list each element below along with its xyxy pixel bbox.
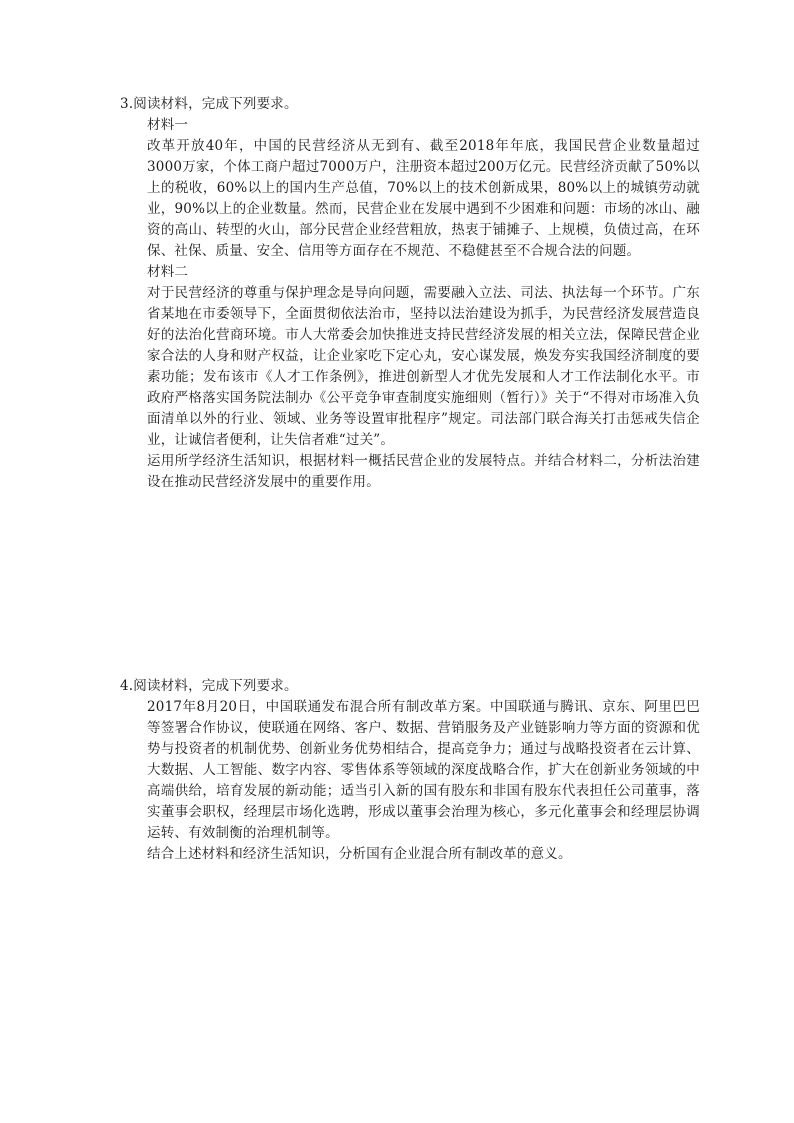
question-3 [120,94,700,493]
question-4 [120,676,700,865]
question-4-requirement: 结合上述材料和经济生活知识，分析国有企业混合所有制改革的意义。 [147,846,572,862]
question-4-body [120,697,700,865]
question-3-requirement: 运用所学经济生活知识，根据材料一概括民营企业的发展特点。并结合材料二，分析法治建设在推动民营经济发展中的重要作用。 [147,453,700,490]
question-3-body [120,115,700,493]
material-1-heading: 材料一 [147,117,189,133]
material-1-text: 改革开放40年，中国的民营经济从无到有、截至2018年年底，我国民营企业数量超过3000万家，个体工商户超过7000万户，注册资本超过200万亿元。民营经济贡献了50%以上的税收，60%以上的国内生产总值，70%以上的技术创新成果，80%以上的城镇劳动就业，90%以上的企业数量。然而，民营企业在发展中遇到不少困难和问题：市场的冰山、融资的高山、转型的火山，部分民营企业经营粗放，热衷于铺摊子、上规模，负债过高，在环保、社保、质量、安全、信用等方面存在不规范、不稳健甚至不合规合法的问题。 [147,138,700,259]
question-3-title: 3.阅读材料，完成下列要求。 [120,96,298,112]
material-2-heading: 材料二 [147,264,189,280]
question-4-title: 4.阅读材料，完成下列要求。 [120,678,298,694]
material-2-text: 对于民营经济的尊重与保护理念是导向问题，需要融入立法、司法、执法每一个环节。广东省某地在市委领导下，全面贯彻依法治市，坚持以法治建设为抓手，为民营经济发展营造良好的法治化营商环境。市人大常委会加快推进支持民营经济发展的相关立法，保障民营企业家合法的人身和财产权益，让企业家吃下定心丸，安心谋发展，焕发夯实我国经济制度的要素功能；发布该市《人才工作条例》，推进创新型人才优先发展和人才工作法制化水平。市政府严格落实国务院法制办《公平竞争审查制度实施细则（暂行）》关于“不得对市场准入负面清单以外的行业、领域、业务等设置审批程序”规定。司法部门联合海关打击惩戒失信企业，让诚信者便利，让失信者难“过关”。 [147,285,700,448]
question-4-material-text: 2017年8月20日，中国联通发布混合所有制改革方案。中国联通与腾讯、京东、阿里巴巴等签署合作协议，使联通在网络、客户、数据、营销服务及产业链影响力等方面的资源和优势与投资者的机制优势、创新业务优势相结合，提高竞争力；通过与战略投资者在云计算、大数据、人工智能、数字内容、零售体系等领域的深度战略合作，扩大在创新业务领域的中高端供给，培育发展的新动能；适当引入新的国有股东和非国有股东代表担任公司董事，落实董事会职权，经理层市场化选聘，形成以董事会治理为核心，多元化董事会和经理层协调运转、有效制衡的治理机制等。 [147,699,700,841]
